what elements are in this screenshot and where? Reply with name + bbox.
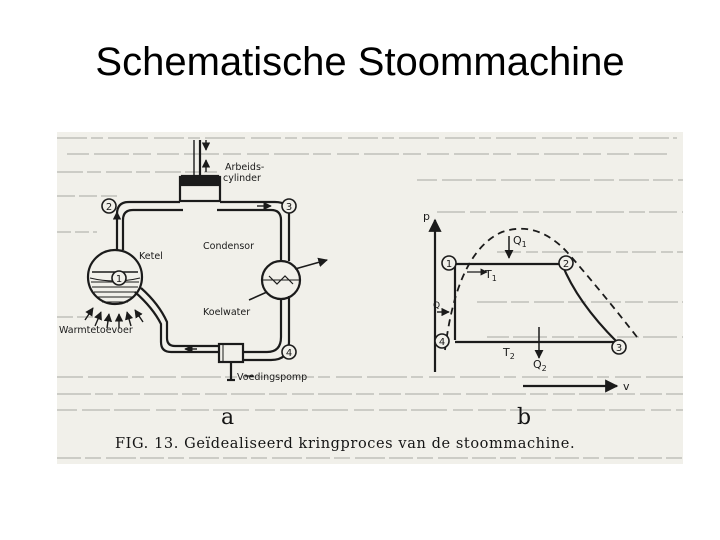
label-arbeidscylinder-2: cylinder xyxy=(223,173,261,184)
point-b-3-label: 3 xyxy=(615,343,623,354)
point-a-1-label: 1 xyxy=(115,274,123,285)
label-q1: $Q_1$ xyxy=(513,234,527,249)
point-a-4-label: 4 xyxy=(285,348,293,359)
scanned-figure xyxy=(57,132,683,464)
slide-title: Schematische Stoommachine xyxy=(95,40,625,84)
label-warmtetoevoer: Warmtetoevoer xyxy=(59,325,133,336)
point-a-2-label: 2 xyxy=(105,202,113,213)
figure-caption: FIG. 13. Geïdealiseerd kringproces van de stoommachine. xyxy=(115,436,576,452)
label-t2: $T_2$ xyxy=(503,346,515,361)
label-condensor: Condensor xyxy=(203,241,255,252)
label-arbeidscylinder-1: Arbeids- xyxy=(225,162,265,173)
axis-v-label: v xyxy=(623,380,630,393)
panel-b-letter: b xyxy=(517,405,532,430)
figure-svg xyxy=(57,132,683,464)
label-q2: $Q_2$ xyxy=(533,358,547,373)
label-t1: $T_1$ xyxy=(485,268,497,283)
label-ketel: Ketel xyxy=(139,251,163,262)
panel-a-letter: a xyxy=(221,405,235,430)
point-a-3-label: 3 xyxy=(285,202,293,213)
axis-p-label: p xyxy=(423,210,430,223)
point-b-1-label: 1 xyxy=(445,259,453,270)
label-koelwater: Koelwater xyxy=(203,307,251,318)
piston xyxy=(182,176,218,185)
point-b-2-label: 2 xyxy=(562,259,570,270)
label-q: Q xyxy=(433,301,441,311)
label-voedingspomp: Voedingspomp xyxy=(237,372,308,383)
point-b-4-label: 4 xyxy=(438,337,446,348)
